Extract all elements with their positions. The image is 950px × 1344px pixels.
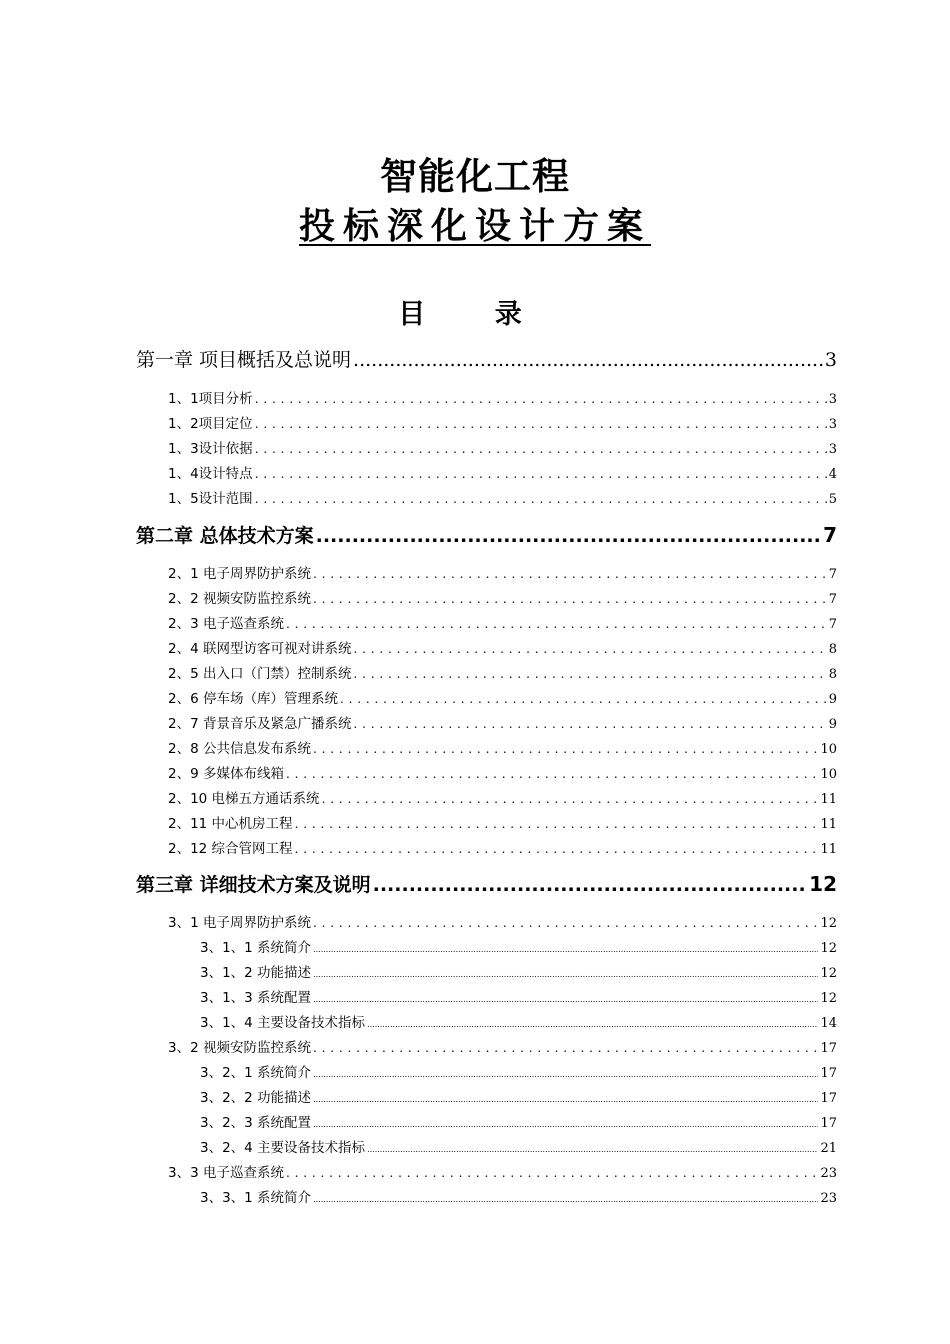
toc-section[interactable] — [168, 762, 837, 782]
toc-subsection[interactable] — [200, 1186, 837, 1206]
toc-subsection[interactable] — [200, 1086, 837, 1106]
leader-dots — [316, 525, 821, 547]
toc-page-number: 7 — [828, 617, 837, 632]
toc-subsection-label: 3、2、2 功能描述 — [200, 1090, 312, 1106]
leader-dots — [313, 567, 827, 581]
leader-dots — [286, 767, 818, 781]
toc-section[interactable] — [168, 462, 837, 482]
leader-dots — [295, 817, 819, 831]
leader-dots — [313, 592, 827, 606]
leader-dots — [367, 1145, 818, 1154]
leader-dots — [286, 617, 827, 631]
toc-page-number: 4 — [828, 467, 837, 482]
toc-section[interactable] — [168, 687, 837, 707]
leader-dots — [286, 1166, 818, 1180]
toc-section[interactable] — [168, 487, 837, 507]
toc-section-label: 2、11 中心机房工程 — [168, 816, 293, 832]
toc-section-label: 2、4 联网型访客可视对讲系统 — [168, 641, 352, 657]
toc-page-number: 12 — [820, 966, 837, 981]
leader-dots — [313, 945, 818, 954]
toc-section-label: 1、2项目定位 — [168, 416, 253, 432]
toc-page-number: 8 — [828, 667, 837, 682]
toc-section-label: 1、4设计特点 — [168, 466, 253, 482]
toc-chapter-label: 第三章 详细技术方案及说明 — [136, 874, 371, 896]
toc-page-number: 7 — [828, 567, 837, 582]
toc-section[interactable] — [168, 412, 837, 432]
toc-subsection-label: 3、1、4 主要设备技术指标 — [200, 1015, 366, 1031]
toc-subsection[interactable] — [200, 1136, 837, 1156]
toc-page-number: 23 — [820, 1191, 837, 1206]
toc-page-number: 17 — [820, 1041, 837, 1056]
toc-page-number: 3 — [828, 417, 837, 432]
toc-section-label: 2、12 综合管网工程 — [168, 841, 293, 857]
toc-page-number: 3 — [828, 442, 837, 457]
toc-page-number: 11 — [820, 792, 837, 807]
toc-section[interactable] — [168, 737, 837, 757]
toc-subsection-label: 3、1、3 系统配置 — [200, 990, 312, 1006]
toc-section-label: 2、9 多媒体布线箱 — [168, 766, 284, 782]
toc-section-label: 1、5设计范围 — [168, 491, 253, 507]
leader-dots — [313, 1120, 818, 1129]
toc-section-label: 2、8 公共信息发布系统 — [168, 741, 311, 757]
toc-page-number: 9 — [828, 717, 837, 732]
toc-heading: 目 录 — [398, 299, 552, 330]
toc-section-label: 3、1 电子周界防护系统 — [168, 915, 311, 931]
toc-chapter-3[interactable] — [136, 870, 837, 897]
toc-subsection[interactable] — [200, 1061, 837, 1081]
toc-page-number: 7 — [828, 592, 837, 607]
toc-section[interactable] — [168, 562, 837, 582]
leader-dots — [322, 792, 819, 806]
toc-section-label: 3、3 电子巡查系统 — [168, 1165, 284, 1181]
toc-section[interactable] — [168, 662, 837, 682]
leader-dots — [255, 492, 827, 506]
toc-section[interactable] — [168, 1161, 837, 1181]
toc-page-number: 21 — [820, 1141, 837, 1156]
toc-subsection-label: 3、1、2 功能描述 — [200, 965, 312, 981]
toc-subsection[interactable] — [200, 961, 837, 981]
toc-page-number: 8 — [828, 642, 837, 657]
toc-section-label: 2、3 电子巡查系统 — [168, 616, 284, 632]
leader-dots — [255, 417, 827, 431]
leader-dots — [313, 1095, 818, 1104]
leader-dots — [340, 692, 827, 706]
toc-page-number: 17 — [820, 1116, 837, 1131]
toc-section[interactable] — [168, 637, 837, 657]
leader-dots — [313, 1070, 818, 1079]
toc-section-label: 1、1项目分析 — [168, 391, 253, 407]
leader-dots — [313, 1041, 818, 1055]
toc-chapter-label: 第二章 总体技术方案 — [136, 525, 314, 547]
toc-page-number: 23 — [820, 1166, 837, 1181]
toc-page-number: 12 — [820, 991, 837, 1006]
leader-dots — [313, 995, 818, 1004]
toc-page-number: 11 — [820, 842, 837, 857]
toc-page-number: 17 — [820, 1091, 837, 1106]
toc-subsection[interactable] — [200, 1011, 837, 1031]
leader-dots — [353, 667, 826, 681]
leader-dots — [373, 874, 808, 896]
leader-dots — [313, 970, 818, 979]
toc-page-number: 14 — [820, 1016, 837, 1031]
toc-page-number: 3 — [824, 349, 837, 371]
leader-dots — [353, 349, 823, 371]
toc-subsection-label: 3、2、3 系统配置 — [200, 1115, 312, 1131]
toc-section-label: 2、1 电子周界防护系统 — [168, 566, 311, 582]
toc-section[interactable] — [168, 787, 837, 807]
toc-page-number: 12 — [809, 872, 837, 896]
toc-chapter-label: 第一章 项目概括及总说明 — [136, 349, 352, 371]
leader-dots — [255, 442, 827, 456]
toc-page-number: 12 — [820, 941, 837, 956]
document-title: 智能化工程 — [380, 155, 570, 198]
toc-page-number: 3 — [828, 392, 837, 407]
toc-section[interactable] — [168, 712, 837, 732]
toc-page-number: 11 — [820, 817, 837, 832]
toc-chapter-2[interactable] — [136, 521, 837, 548]
toc-section-label: 2、10 电梯五方通话系统 — [168, 791, 320, 807]
toc-section[interactable] — [168, 612, 837, 632]
leader-dots — [313, 916, 818, 930]
toc-subsection-label: 3、2、4 主要设备技术指标 — [200, 1140, 366, 1156]
leader-dots — [367, 1020, 818, 1029]
toc-section[interactable] — [168, 812, 837, 832]
toc-section[interactable] — [168, 587, 837, 607]
toc-section[interactable] — [168, 1036, 837, 1056]
toc-page-number: 9 — [828, 692, 837, 707]
toc-page-number: 12 — [820, 916, 837, 931]
leader-dots — [313, 1195, 818, 1204]
toc-section-label: 2、6 停车场（库）管理系统 — [168, 691, 338, 707]
toc-subsection[interactable] — [200, 986, 837, 1006]
toc-section[interactable] — [168, 837, 837, 857]
toc-page-number: 10 — [820, 742, 837, 757]
toc-page-number: 10 — [820, 767, 837, 782]
toc-subsection-label: 3、1、1 系统简介 — [200, 940, 312, 956]
toc-section[interactable] — [168, 437, 837, 457]
toc-section-label: 2、2 视频安防监控系统 — [168, 591, 311, 607]
toc-page-number: 17 — [820, 1066, 837, 1081]
leader-dots — [255, 392, 827, 406]
leader-dots — [295, 842, 819, 856]
toc-section-label: 2、7 背景音乐及紧急广播系统 — [168, 716, 352, 732]
toc-section-label: 1、3设计依据 — [168, 441, 253, 457]
toc-subsection[interactable] — [200, 936, 837, 956]
toc-chapter-1[interactable] — [136, 345, 837, 372]
document-subtitle-text: 投标深化设计方案 — [298, 206, 651, 247]
leader-dots — [353, 717, 826, 731]
toc-subsection-label: 3、2、1 系统简介 — [200, 1065, 312, 1081]
document-subtitle — [0, 198, 950, 249]
leader-dots — [255, 467, 827, 481]
toc-section-label: 2、5 出入口（门禁）控制系统 — [168, 666, 352, 682]
leader-dots — [313, 742, 818, 756]
toc-subsection[interactable] — [200, 1111, 837, 1131]
toc-section-label: 3、2 视频安防监控系统 — [168, 1040, 311, 1056]
toc-page-number: 5 — [828, 492, 837, 507]
toc-section[interactable] — [168, 911, 837, 931]
leader-dots — [353, 642, 826, 656]
toc-section[interactable] — [168, 387, 837, 407]
toc-subsection-label: 3、3、1 系统简介 — [200, 1190, 312, 1206]
toc-page-number: 7 — [823, 523, 837, 547]
